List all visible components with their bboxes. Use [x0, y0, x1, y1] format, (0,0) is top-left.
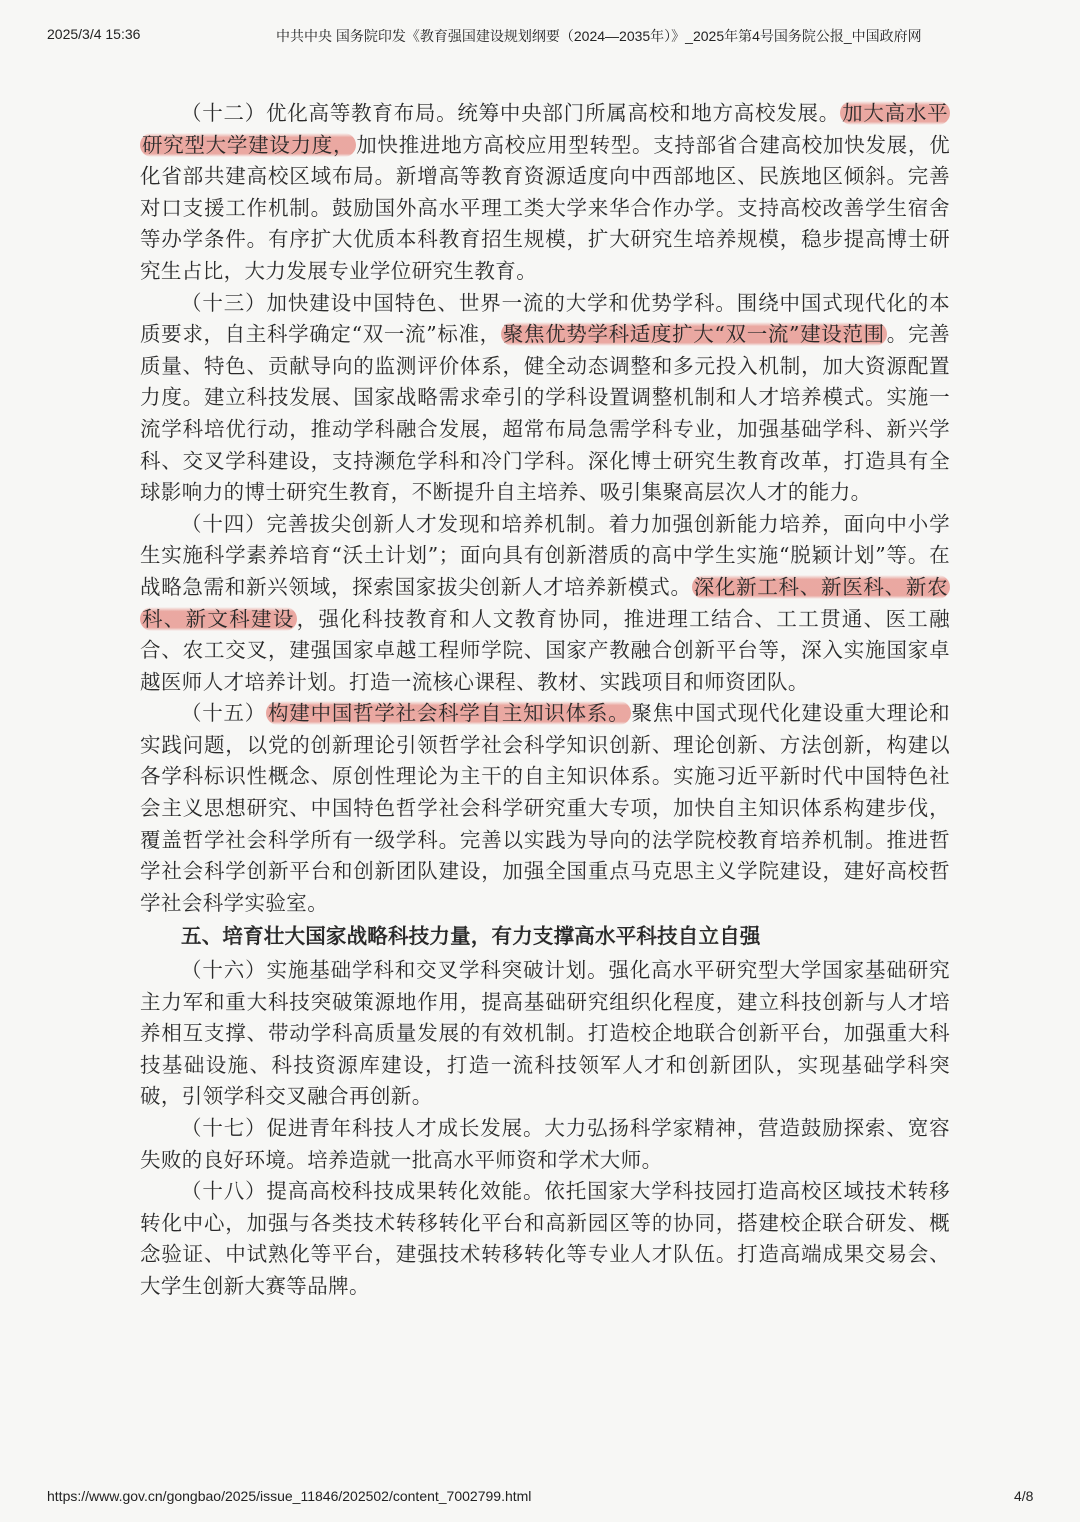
page-number: 4/8: [1014, 1488, 1034, 1504]
highlight-mark: 聚焦优势学科适度扩大“双一流”建设范围: [502, 322, 885, 347]
print-footer-url: https://www.gov.cn/gongbao/2025/issue_11846/202502/content_7002799.html: [47, 1488, 532, 1504]
paragraph-16: （十六）实施基础学科和交叉学科突破计划。强化高水平研究型大学国家基础研究主力军和重大科技突破策源地作用，提高基础研究组织化程度，建立科技创新与人才培养相互支撑、带动学科高质量发展的有效机制。打造校企地联合创新平台，加强重大科技基础设施、科技资源库建设，打造一流科技领军人才和创新团队，实现基础学科突破，引领学科交叉融合再创新。: [140, 958, 950, 1109]
paragraph-text: 加快推进地方高校应用型转型。支持部省合建高校加快发展，优化省部共建高校区域布局。新增高等教育资源适度向中西部地区、民族地区倾斜。完善对口支援工作机制。鼓励国外高水平理工类大学来华合作办学。支持高校改善学生宿舍等办学条件。有序扩大优质本科教育招生规模，扩大研究生培养规模，稳步提高博士研究生占比，大力发展专业学位研究生教育。: [140, 132, 951, 283]
section-heading-5: 五、培育壮大国家战略科技力量，有力支撑高水平科技自立自强: [181, 924, 761, 949]
paragraph-13: [140, 288, 950, 509]
paragraph-15: [140, 698, 950, 919]
paragraph-12: [140, 98, 950, 288]
paragraph-17: （十七）促进青年科技人才成长发展。大力弘扬科学家精神，营造鼓励探索、宽容失败的良好环境。培养造就一批高水平师资和学术大师。: [140, 1116, 950, 1172]
print-header-title: 中共中央 国务院印发《教育强国建设规划纲要（2024—2035年）》_2025年第4号国务院公报_中国政府网: [276, 28, 922, 44]
paragraph-text: （十五）: [181, 701, 267, 726]
paragraph-18: （十八）提高高校科技成果转化效能。依托国家大学科技园打造高校区域技术转移转化中心，加强与各类技术转移转化平台和高新园区等的协同，搭建校企联合研发、概念验证、中试熟化等平台，建强技术转移转化等专业人才队伍。打造高端成果交易会、大学生创新大赛等品牌。: [140, 1179, 950, 1298]
paragraph-text: （十四）完善拔尖创新人才发现和培养机制。着力加强创新能力培养，面向中小学生实施科学素养培育“沃土计划”；面向具有创新潜质的高中学生实施“脱颖计划”等。在战略急需和新兴领域，探索国家拔尖创新人才培养新模式。: [140, 511, 950, 599]
paragraph-text: （十三）加快建设中国特色、世界一流的大学和优势学科。围绕中国式现代化的本质要求，自主科学确定“双一流”标准，: [140, 290, 950, 347]
paragraph-text: ，强化科技教育和人文教育协同，推进理工结合、工工贯通、医工融合、农工交叉，建强国家卓越工程师学院、国家产教融合创新平台等，深入实施国家卓越医师人才培养计划。打造一流核心课程、教材、实践项目和师资团队。: [140, 606, 950, 694]
document-body: [140, 98, 950, 1303]
paragraph-text: 聚焦中国式现代化建设重大理论和实践问题，以党的创新理论引领哲学社会科学知识创新、理论创新、方法创新，构建以各学科标识性概念、原创性理论为主干的自主知识体系。实施习近平新时代中国特色社会主义思想研究、中国特色哲学社会科学研究重大专项，加快自主知识体系构建步伐，覆盖哲学社会科学所有一级学科。完善以实践为导向的法学院校教育培养机制。推进哲学社会科学创新平台和创新团队建设，加强全国重点马克思主义学院建设，建好高校哲学社会科学实验室。: [140, 701, 950, 915]
paragraph-14: [140, 509, 950, 699]
highlight-mark: 深化新工科、新医科、新农科、新文科建设: [142, 574, 948, 631]
paragraph-text: （十二）优化高等教育布局。统筹中央部门所属高校和地方高校发展。: [181, 101, 841, 125]
paragraph-text: 。完善质量、特色、贡献导向的监测评价体系，健全动态调整和多元投入机制，加大资源配置力度。建立科技发展、国家战略需求牵引的学科设置调整机制和人才培养模式。实施一流学科培优行动，推动学科融合发展，超常布局急需学科专业，加强基础学科、新兴学科、交叉学科建设，支持濒危学科和冷门学科。深化博士研究生教育改革，打造具有全球影响力的博士研究生教育，不断提升自主培养、吸引集聚高层次人才的能力。: [140, 322, 950, 505]
highlight-mark: 加大高水平研究型大学建设力度，: [142, 101, 949, 157]
print-date: 2025/3/4 15:36: [47, 26, 141, 42]
highlight-mark: 构建中国哲学社会科学自主知识体系。: [268, 701, 630, 726]
